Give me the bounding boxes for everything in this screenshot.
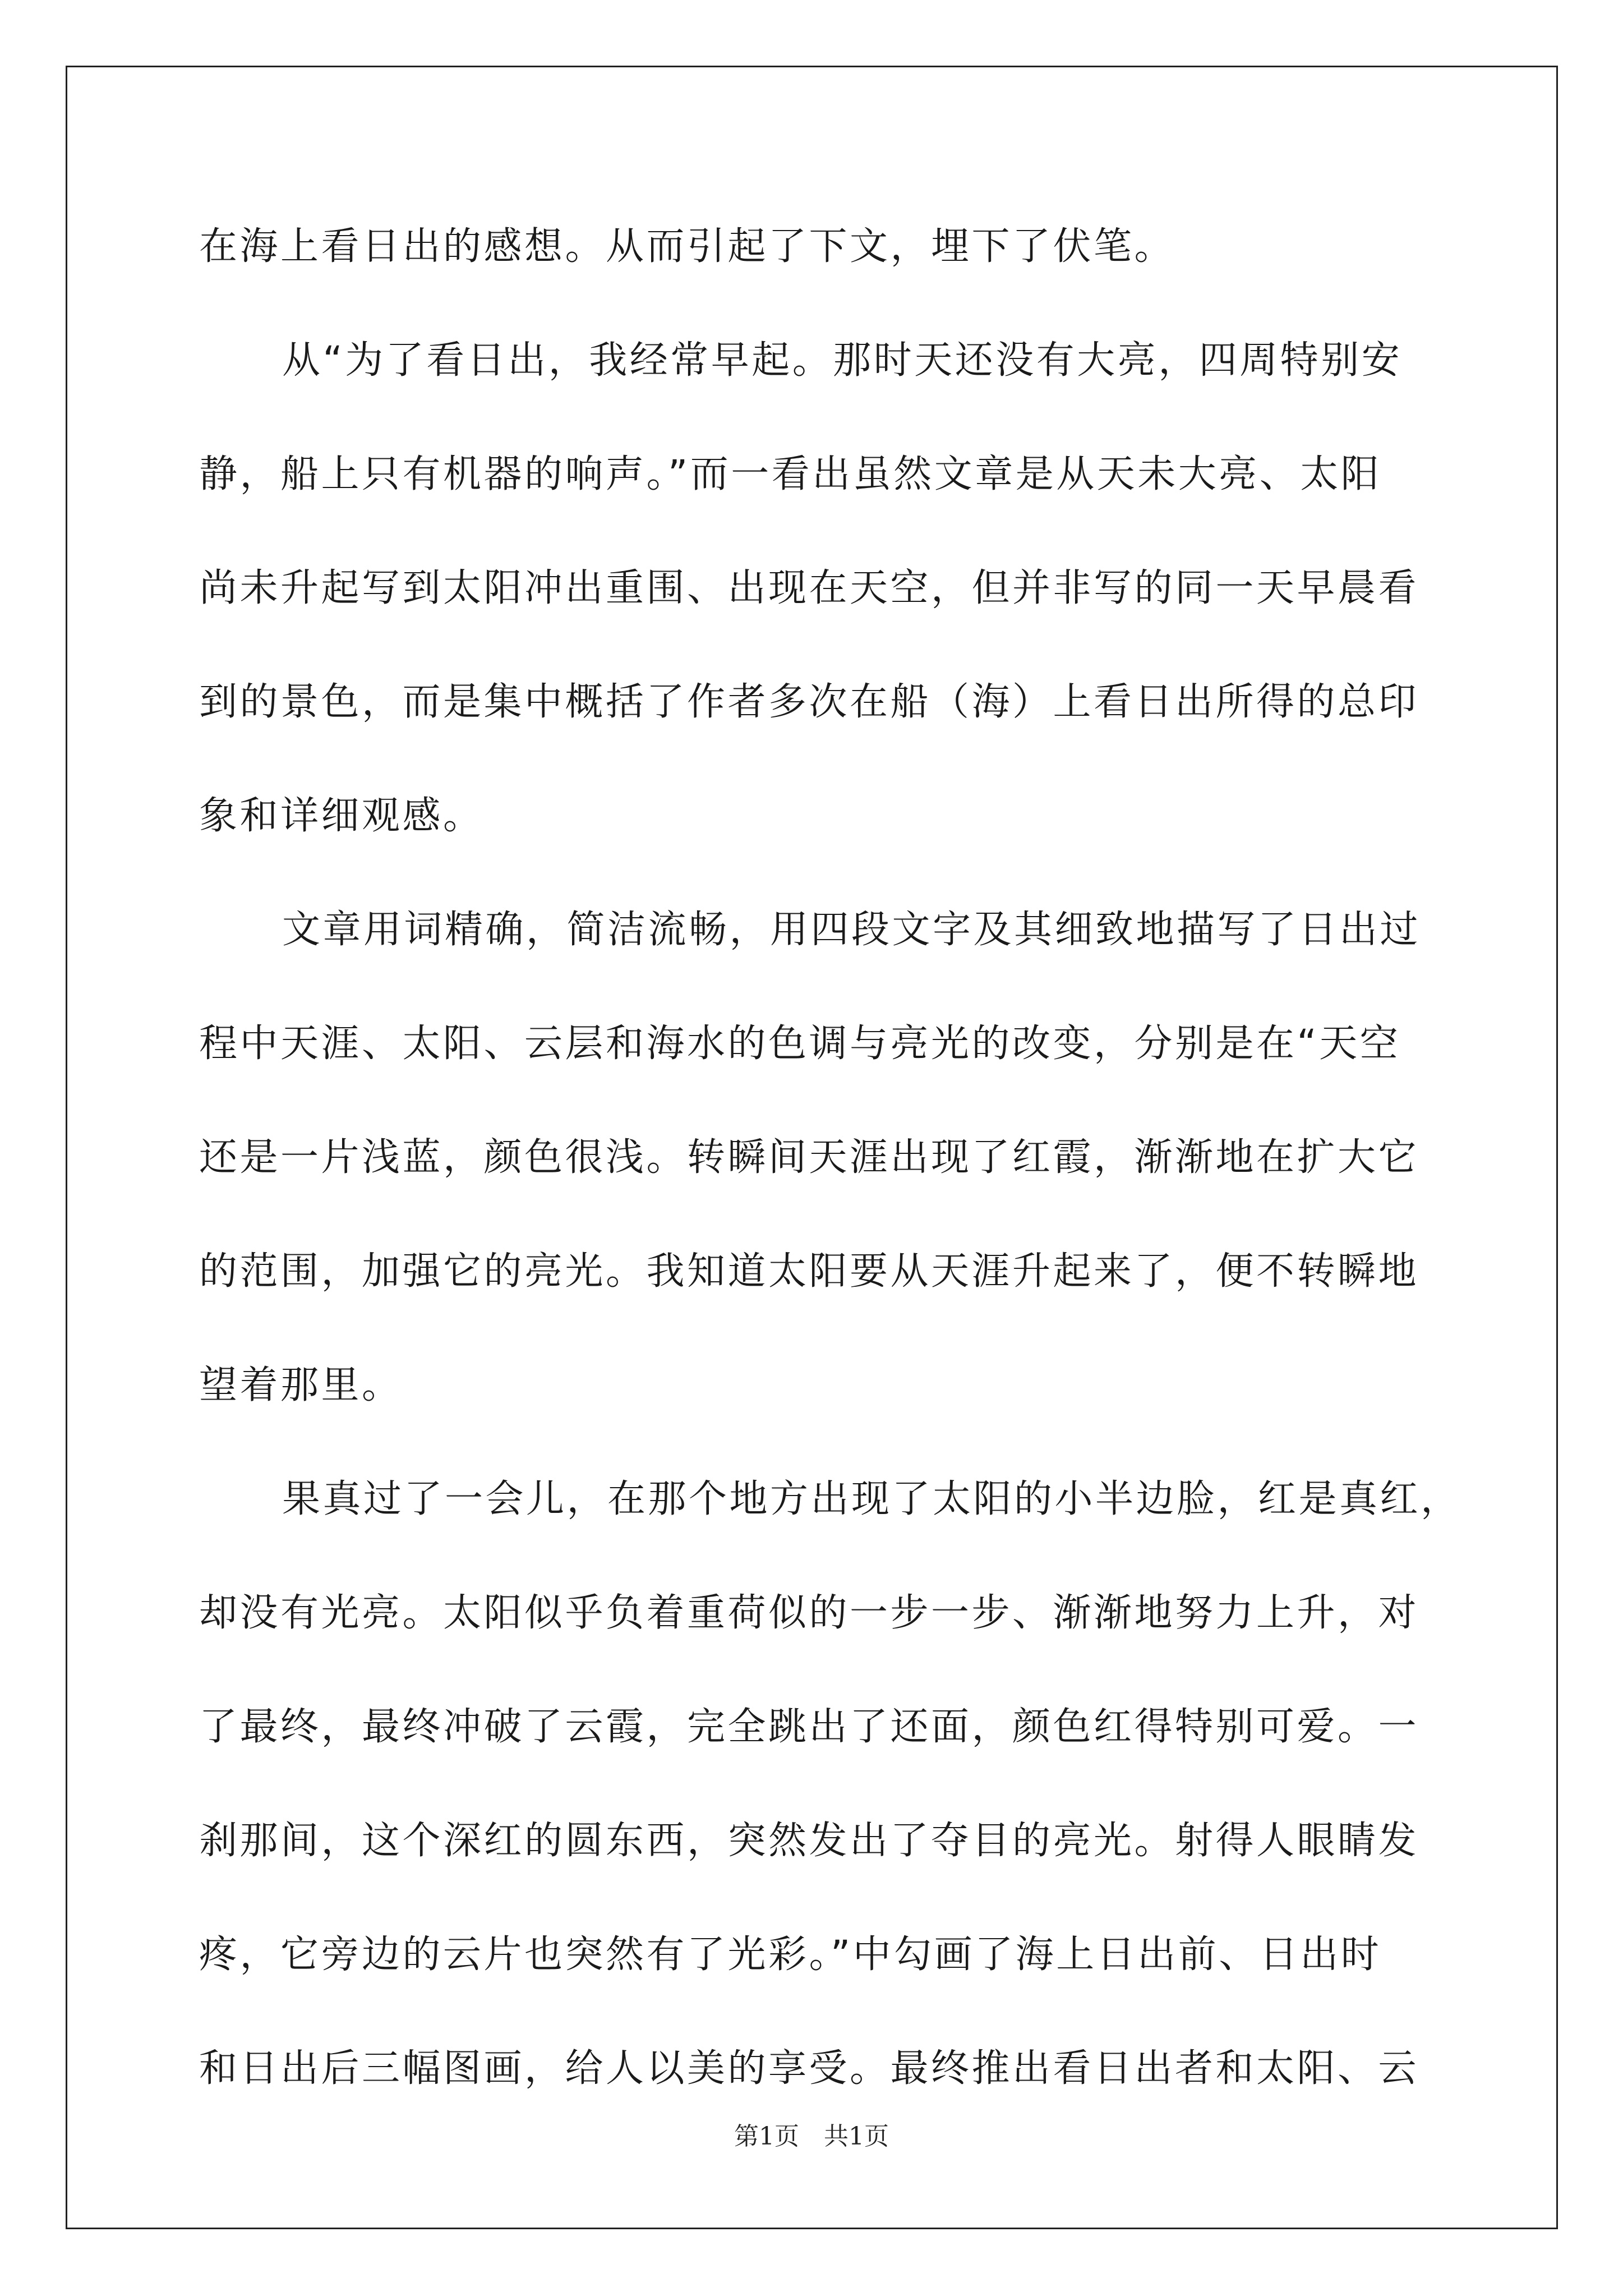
text-line: 象和详细观感。 bbox=[199, 794, 484, 838]
text-line: 还是一片浅蓝，颜色很浅。转瞬间天涯出现了红霞，渐渐地在扩大它 bbox=[199, 1135, 1419, 1180]
text-line: 疼，它旁边的云片也突然有了光彩。”中勾画了海上日出前、日出时 bbox=[199, 1932, 1382, 1977]
text-line: 在海上看日出的感想。从而引起了下文，埋下了伏笔。 bbox=[199, 224, 1175, 269]
text-line: 文章用词精确，简洁流畅，用四段文字及其细致地描写了日出过 bbox=[282, 908, 1421, 952]
text-line: 却没有光亮。太阳似乎负着重荷似的一步一步、渐渐地努力上升，对 bbox=[199, 1591, 1419, 1635]
text-line: 的范围，加强它的亮光。我知道太阳要从天涯升起来了，便不转瞬地 bbox=[199, 1249, 1419, 1294]
text-line: 到的景色，而是集中概括了作者多次在船（海）上看日出所得的总印 bbox=[199, 680, 1419, 724]
text-line: 从“为了看日出，我经常早起。那时天还没有大亮，四周特别安 bbox=[282, 338, 1403, 383]
document-body bbox=[199, 213, 1461, 2149]
text-line: 了最终，最终冲破了云霞，完全跳出了还面，颜色红得特别可爱。一 bbox=[199, 1705, 1419, 1749]
text-line: 程中天涯、太阳、云层和海水的色调与亮光的改变，分别是在“天空 bbox=[199, 1022, 1401, 1066]
text-line: 果真过了一会儿，在那个地方出现了太阳的小半边脸，红是真红， bbox=[282, 1477, 1461, 1521]
text-line: 和日出后三幅图画，给人以美的享受。最终推出看日出者和太阳、云 bbox=[199, 2046, 1419, 2091]
text-line: 尚未升起写到太阳冲出重围、出现在天空，但并非写的同一天早晨看 bbox=[199, 566, 1419, 610]
text-line: 静，船上只有机器的响声。”而一看出虽然文章是从天未大亮、太阳 bbox=[199, 452, 1382, 496]
page-number-footer: 第1页 共1页 bbox=[734, 2122, 889, 2151]
text-line: 望着那里。 bbox=[199, 1363, 403, 1407]
text-line: 刹那间，这个深红的圆东西，突然发出了夺目的亮光。射得人眼睛发 bbox=[199, 1819, 1419, 1863]
